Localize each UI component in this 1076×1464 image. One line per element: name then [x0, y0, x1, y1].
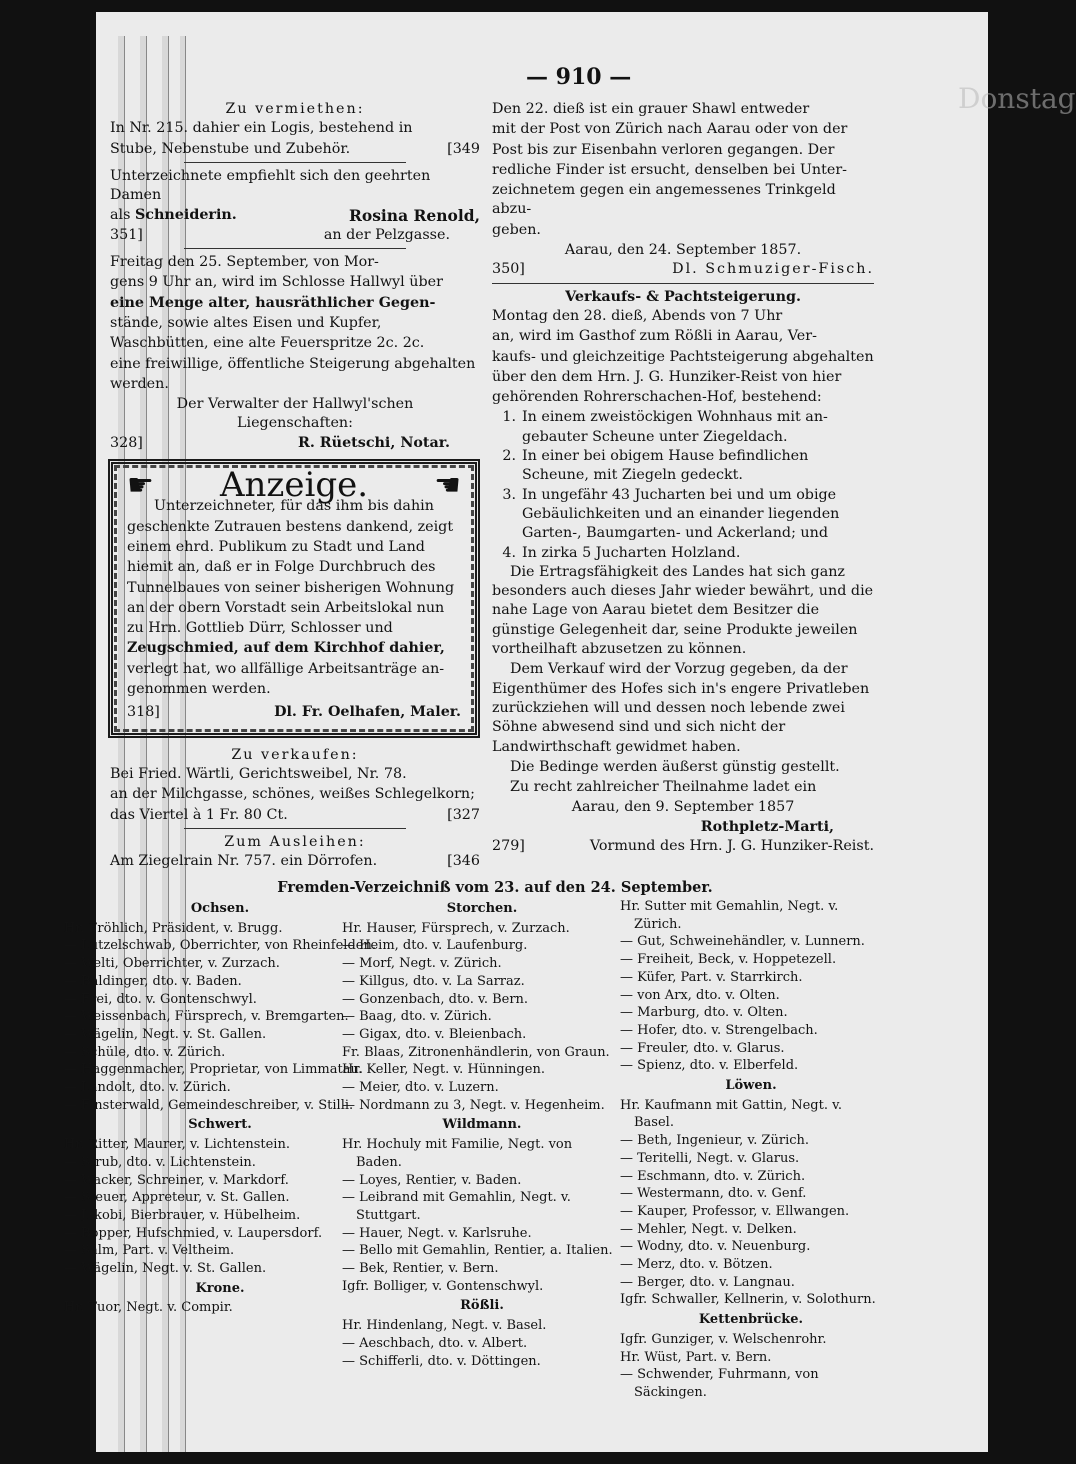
guest-entry: — Morf, Negt. v. Zürich.	[342, 956, 502, 972]
bleed-through-text: Donstag	[958, 82, 1076, 115]
guest-entry: — Kauper, Professor, v. Ellwangen.	[620, 1203, 850, 1219]
signatory-line: Liegenschaften:	[237, 415, 353, 432]
ad-line: Waschbütten, eine alte Feuerspritze 2c. 2c.	[110, 335, 425, 352]
guest-entry: — Strub, dto. v. Lichtenstein.	[64, 1154, 256, 1170]
guest-entry: — Bello mit Gemahlin, Rentier, a. Italien.	[342, 1243, 613, 1259]
ad-line: In Nr. 215. dahier ein Logis, bestehend in	[110, 120, 413, 137]
ad-number: 318]	[127, 704, 160, 721]
guest-list-column	[64, 898, 376, 1317]
ad-paragraph: Dem Verkauf wird der Vorzug gegeben, da der Eigenthümer des Hofes sich in's engere Privatleben zurückziehen will und dessen noch lebende zwei Söhne abwesend sind und sich nicht der Landwirthschaft gewidmet haben.	[492, 661, 870, 755]
guest-entry: — Baag, dto. v. Zürich.	[342, 1009, 492, 1025]
guest-entry: Hr. Hochuly mit Familie, Negt. von Baden.	[342, 1137, 573, 1170]
ad-line: genommen werden.	[127, 681, 271, 698]
guest-entry: Hr. Ritter, Maurer, v. Lichtenstein.	[64, 1137, 290, 1153]
hotel-name: Rößli.	[460, 1298, 504, 1314]
guest-entry: Hr. Hauser, Fürsprech, v. Zurzach.	[342, 920, 570, 936]
pointing-hand-left-icon: ☚	[434, 468, 461, 504]
guest-entry: Hr. Fröhlich, Präsident, v. Brugg.	[64, 920, 283, 936]
guest-entry: — Finsterwald, Gemeindeschreiber, v. Stilli.	[64, 1097, 354, 1113]
ad-line: Am Ziegelrain Nr. 757. ein Dörrofen.	[110, 853, 378, 870]
guest-entry: — Merz, dto. v. Bötzen.	[620, 1257, 773, 1273]
guest-entry: — Gigax, dto. v. Bleienbach.	[342, 1026, 527, 1042]
guest-entries	[64, 920, 376, 1115]
hallwyl-ad	[110, 253, 480, 453]
guest-entry: — von Arx, dto. v. Olten.	[620, 987, 780, 1003]
ad-line: stände, sowie altes Eisen und Kupfer,	[110, 314, 382, 331]
vermiethen-ad	[110, 119, 480, 159]
guest-entry: — Landolt, dto. v. Zürich.	[64, 1080, 231, 1096]
hotel-name: Kettenbrücke.	[698, 1312, 804, 1328]
ad-number: 351]	[110, 226, 143, 243]
advertiser-name: Dl. Schmuziger-Fisch.	[672, 261, 874, 278]
guest-entry: — Leibrand mit Gemahlin, Negt. v. Stuttgart.	[342, 1190, 571, 1223]
ad-line: gehörenden Rohrerschachen-Hof, bestehend:	[492, 389, 822, 406]
ad-address: an der Pelzgasse.	[323, 226, 450, 243]
advertiser-name: R. Rüetschi, Notar.	[297, 434, 450, 451]
verkaufen-ad	[110, 765, 480, 825]
guest-entry: — Killgus, dto. v. La Sarraz.	[342, 973, 525, 989]
guest-entry: — Schüle, dto. v. Zürich.	[64, 1044, 226, 1060]
divider	[184, 248, 406, 249]
ad-paragraph: Zu recht zahlreicher Theilnahme ladet ein	[510, 779, 817, 796]
anzeige-header	[127, 465, 461, 506]
ad-line: Bei Fried. Wärtli, Gerichtsweibel, Nr. 78.	[110, 765, 407, 782]
guest-entry: — Welti, Oberrichter, v. Zurzach.	[64, 956, 280, 972]
guest-entry: — Nordmann zu 3, Negt. v. Hegenheim.	[342, 1097, 605, 1113]
guest-entry: — Meier, dto. v. Luzern.	[342, 1080, 499, 1096]
guest-entry: — Wodny, dto. v. Neuenburg.	[620, 1239, 811, 1255]
ad-text: als	[110, 207, 131, 224]
guest-entry: — Aeschbach, dto. v. Albert.	[342, 1335, 528, 1351]
steigerung-ad	[492, 307, 874, 856]
ad-line: gens 9 Uhr an, wird im Schlosse Hallwyl über	[110, 274, 443, 291]
guest-entry: — Gut, Schweinehändler, v. Lunnern.	[620, 934, 865, 950]
guest-entry: — Heim, dto. v. Laufenburg.	[342, 938, 528, 954]
guest-entry: — Berger, dto. v. Langnau.	[620, 1274, 795, 1290]
guest-entry: Hr. Sutter mit Gemahlin, Negt. v. Zürich.	[620, 899, 839, 932]
guest-entry: — Jakobi, Bierbrauer, v. Hübelheim.	[64, 1207, 301, 1223]
guest-entry: — Lützelschwab, Oberrichter, von Rheinfelden.	[64, 938, 376, 954]
ad-number: 279]	[492, 837, 525, 854]
ad-number: 328]	[110, 434, 143, 451]
guest-entry: — Wacker, Schreiner, v. Markdorf.	[64, 1172, 289, 1188]
ad-date: Aarau, den 9. September 1857	[571, 799, 795, 816]
advertiser-role: Vormund des Hrn. J. G. Hunziker-Reist.	[589, 837, 874, 854]
guest-list-heading: Fremden-Verzeichniß vom 23. auf den 24. September.	[277, 879, 713, 896]
page-number: — 910 —	[526, 64, 632, 90]
guest-entry: Hr. Keller, Negt. v. Hünningen.	[342, 1062, 545, 1078]
guest-entry: — Freuler, dto. v. Glarus.	[620, 1040, 785, 1056]
guest-entry: — Salm, Part. v. Veltheim.	[64, 1243, 235, 1259]
guest-list-column	[620, 898, 882, 1402]
ad-emphasis: Schneiderin.	[134, 207, 237, 224]
guest-entry: Hr. Wüst, Part. v. Bern.	[620, 1349, 772, 1365]
ad-line: das Viertel à 1 Fr. 80 Ct.	[110, 806, 288, 823]
hotel-name: Storchen.	[446, 901, 518, 916]
guest-entry: — Westermann, dto. v. Genf.	[620, 1186, 807, 1202]
guest-entry: Fr. Blaas, Zitronenhändlerin, von Graun.	[342, 1044, 610, 1060]
guest-entry: — Bopper, Hufschmied, v. Laupersdorf.	[64, 1225, 323, 1241]
guest-entries	[342, 920, 622, 1115]
guest-list-column	[342, 898, 622, 1370]
ad-line: kaufs- und gleichzeitige Pachtsteigerung abgehalten	[492, 348, 874, 365]
ad-line: Tunnelbaues von seiner bisherigen Wohnung	[127, 579, 455, 596]
ad-number: [327	[447, 806, 480, 823]
guest-entry: — Mehler, Negt. v. Delken.	[620, 1221, 797, 1237]
divider	[184, 828, 406, 829]
guest-entry: — Frei, dto. v. Gontenschwyl.	[64, 991, 257, 1007]
ad-line: geben.	[492, 221, 541, 238]
list-item: 4. In zirka 5 Jucharten Holzland.	[502, 544, 741, 561]
guest-entry: — Schwender, Fuhrmann, von Säckingen.	[620, 1367, 819, 1400]
guest-entry: — Wägelin, Negt. v. St. Gallen.	[64, 1261, 267, 1277]
ad-number: 350]	[492, 261, 525, 278]
ad-line: Post bis zur Eisenbahn verloren gegangen. Der	[492, 141, 835, 158]
anzeige-title: Anzeige.	[219, 465, 369, 506]
ad-line: eine freiwillige, öffentliche Steigerung abgehalten	[110, 355, 476, 372]
schneiderin-ad	[110, 167, 480, 245]
ausleihen-ad	[110, 852, 480, 871]
guest-entries	[64, 1299, 376, 1317]
guest-entry: Hr. Tuor, Negt. v. Compir.	[64, 1300, 233, 1316]
guest-entry: — Spienz, dto. v. Elberfeld.	[620, 1058, 799, 1074]
guest-entries	[620, 1331, 882, 1402]
ad-line: Unterzeichnete empfiehlt sich den geehrten Damen	[110, 167, 431, 204]
hotel-name: Wildmann.	[442, 1117, 522, 1133]
divider	[184, 162, 406, 163]
guest-entries	[342, 1136, 622, 1295]
guest-entry: — Schifferli, dto. v. Döttingen.	[342, 1353, 541, 1369]
list-item: 1. In einem zweistöckigen Wohnhaus mit an-gebauter Scheune unter Ziegeldach.	[502, 409, 828, 445]
guest-entry: — Loyes, Rentier, v. Baden.	[342, 1172, 522, 1188]
verkaufen-heading: Zu verkaufen:	[231, 746, 359, 763]
right-column	[492, 100, 874, 856]
ad-paragraph: Die Ertragsfähigkeit des Landes hat sich ganz besonders auch dieses Jahr wieder bewährt, und die nahe Lage von Aarau bietet dem Besitzer die günstige Gelegenheit dar, seine Produkte jeweilen vortheilhaft abzusetzen zu können.	[492, 563, 874, 658]
guest-entry: — Teritelli, Negt. v. Glarus.	[620, 1150, 800, 1166]
ad-line: Montag den 28. dieß, Abends von 7 Uhr	[492, 307, 783, 324]
advertiser-name: Dl. Fr. Oelhafen, Maler.	[274, 704, 461, 721]
ad-line: an der Milchgasse, schönes, weißes Schlegelkorn;	[110, 786, 475, 803]
guest-entry: — Haggenmacher, Proprietar, von Limmatau.	[64, 1062, 363, 1078]
steigerung-heading: Verkaufs- & Pachtsteigerung.	[565, 288, 801, 305]
guest-entry: Igfr. Gunziger, v. Welschenrohr.	[620, 1331, 827, 1347]
guest-entry: — Eschmann, dto. v. Zürich.	[620, 1168, 806, 1184]
advertiser-name: Rosina Renold,	[348, 206, 480, 226]
ad-line: an, wird im Gasthof zum Rößli in Aarau, Ver-	[492, 328, 817, 345]
ad-line: zu Hrn. Gottlieb Dürr, Schlosser und	[127, 620, 393, 637]
guest-entries	[342, 1317, 622, 1370]
property-list	[492, 408, 874, 562]
ad-line: über den dem Hrn. J. G. Hunziker-Reist von hier	[492, 368, 842, 385]
ad-number: [349	[447, 140, 480, 157]
guest-entries	[620, 1097, 882, 1309]
ad-number: [346	[447, 853, 480, 870]
guest-entry: — Freiheit, Beck, v. Hoppetezell.	[620, 952, 837, 968]
guest-entry: Igfr. Bolliger, v. Gontenschwyl.	[342, 1278, 544, 1294]
ad-line: Unterzeichneter, für das ihm bis dahin	[154, 498, 434, 515]
guest-entries	[64, 1136, 376, 1278]
advertiser-name: Rothpletz-Marti,	[700, 818, 834, 835]
ad-line: Stube, Nebenstube und Zubehör.	[110, 140, 351, 157]
guest-entry: — Wägelin, Negt. v. St. Gallen.	[64, 1026, 267, 1042]
ad-line: werden.	[110, 375, 169, 392]
list-item: 3. In ungefähr 43 Jucharten bei und um obige Gebäulichkeiten und an einander liegenden Garten-, Baumgarten- und Ackerland; und	[502, 486, 840, 542]
hotel-name: Schwert.	[188, 1117, 252, 1133]
ad-date: Aarau, den 24. September 1857.	[564, 242, 802, 259]
guest-entry: — Baldinger, dto. v. Baden.	[64, 973, 242, 989]
vermiethen-heading: Zu vermiethen:	[225, 101, 365, 117]
ad-line: Freitag den 25. September, von Mor-	[110, 254, 379, 271]
hotel-name: Ochsen.	[190, 901, 250, 916]
hotel-name: Krone.	[195, 1280, 245, 1296]
ad-paragraph: Die Bedinge werden äußerst günstig gestellt.	[510, 758, 840, 775]
ad-line: verlegt hat, wo allfällige Arbeitsanträge an-	[127, 660, 445, 677]
ad-line: Den 22. dieß ist ein grauer Shawl entweder	[492, 101, 810, 117]
ausleihen-heading: Zum Ausleihen:	[224, 833, 366, 850]
ad-line: Zeugschmied, auf dem Kirchhof dahier,	[127, 640, 445, 657]
ad-line: mit der Post von Zürich nach Aarau oder von der	[492, 121, 848, 138]
divider	[492, 283, 874, 284]
ad-line: geschenkte Zutrauen bestens dankend, zeigt	[127, 518, 454, 535]
guest-entries	[620, 898, 882, 1075]
guest-entry: — Hofer, dto. v. Strengelbach.	[620, 1022, 818, 1038]
guest-entry: — Gonzenbach, dto. v. Bern.	[342, 991, 529, 1007]
guest-entry: — Beth, Ingenieur, v. Zürich.	[620, 1133, 810, 1149]
guest-entry: — Küfer, Part. v. Starrkirch.	[620, 969, 803, 985]
guest-entry: — Hauer, Negt. v. Karlsruhe.	[342, 1225, 532, 1241]
ad-line: eine Menge alter, hausräthlicher Gegen-	[110, 294, 436, 311]
list-item: 2. In einer bei obigem Hause befindlichen Scheune, mit Ziegeln gedeckt.	[502, 448, 809, 484]
guest-entry: — Marburg, dto. v. Olten.	[620, 1005, 788, 1021]
ad-line: einem ehrd. Publikum zu Stadt und Land	[127, 538, 425, 555]
guest-entry: Igfr. Schwaller, Kellnerin, v. Solothurn.	[620, 1292, 876, 1308]
ad-line: redliche Finder ist ersucht, denselben bei Unter-	[492, 161, 848, 178]
guest-entry: — Weissenbach, Fürsprech, v. Bremgarten.	[64, 1009, 349, 1025]
guest-entry: — Steuer, Appreteur, v. St. Gallen.	[64, 1190, 290, 1206]
guest-entry: Hr. Hindenlang, Negt. v. Basel.	[342, 1318, 547, 1334]
left-column	[110, 100, 480, 871]
hotel-name: Löwen.	[725, 1078, 777, 1094]
signatory-line: Der Verwalter der Hallwyl'schen	[176, 396, 414, 413]
anzeige-framed-ad	[108, 459, 480, 738]
ad-line: hiemit an, daß er in Folge Durchbruch des	[127, 559, 436, 576]
guest-entry: Hr. Kaufmann mit Gattin, Negt. v. Basel.	[620, 1097, 843, 1131]
ad-line: zeichnetem gegen ein angemessenes Trinkgeld abzu-	[492, 182, 836, 218]
ad-line: an der obern Vorstadt sein Arbeitslokal nun	[127, 599, 445, 616]
guest-entry: — Bek, Rentier, v. Bern.	[342, 1261, 499, 1277]
pointing-hand-right-icon: ☛	[127, 468, 154, 504]
shawl-ad	[492, 100, 874, 280]
